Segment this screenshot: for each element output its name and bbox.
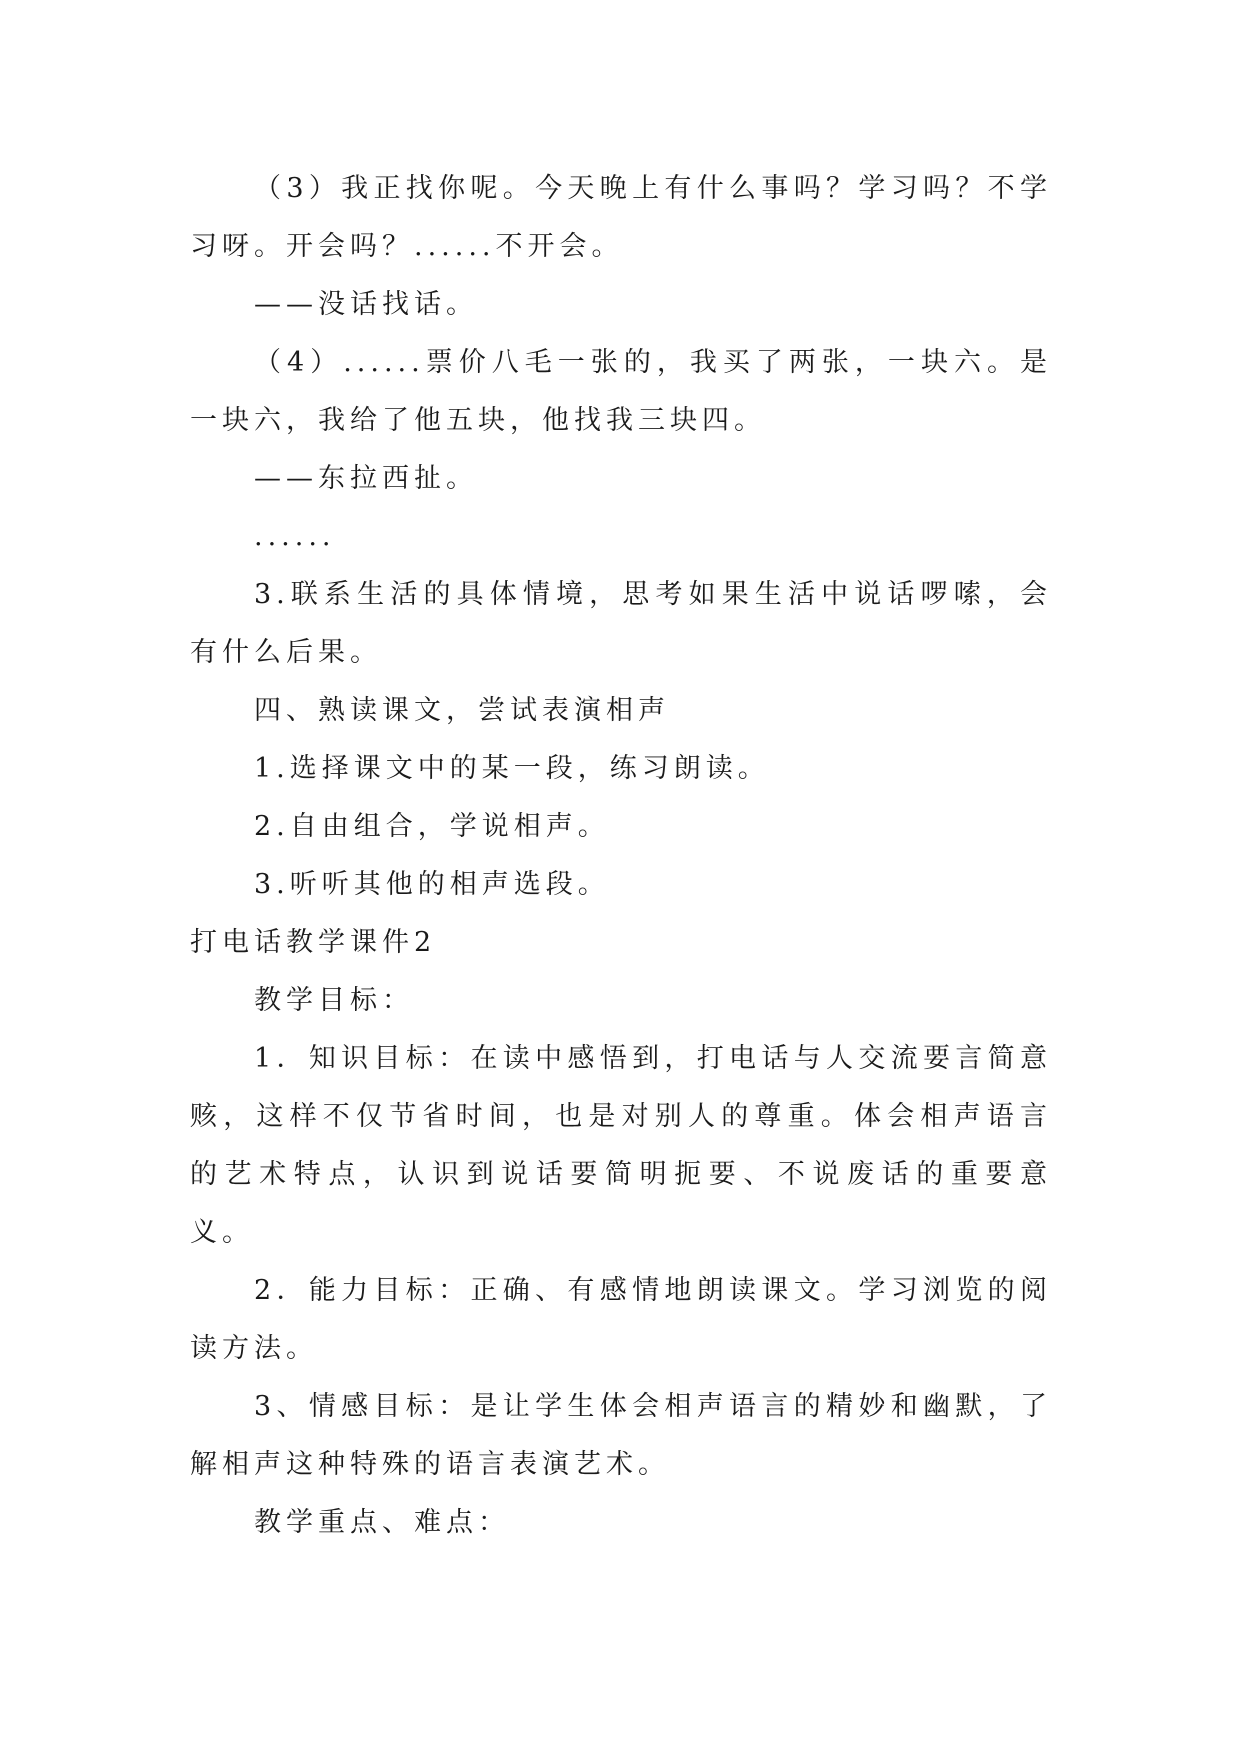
list-item-1: 1.选择课文中的某一段，练习朗读。 bbox=[254, 753, 770, 784]
document-page bbox=[190, 160, 1052, 1552]
dialogue-comment-3: ——没话找话。 bbox=[254, 289, 478, 320]
courseware-title: 打电话教学课件2 bbox=[190, 927, 437, 958]
dialogue-paragraph-3: （3）我正找你呢。今天晚上有什么事吗？学习吗？不学习呀。开会吗？......不开会。 bbox=[190, 173, 1052, 262]
key-points-heading: 教学重点、难点： bbox=[254, 1507, 510, 1538]
step-3-paragraph: 3.联系生活的具体情境，思考如果生活中说话啰嗦，会有什么后果。 bbox=[190, 579, 1052, 668]
teaching-goals-heading: 教学目标： bbox=[254, 985, 414, 1016]
list-item-3: 3.听听其他的相声选段。 bbox=[254, 869, 610, 900]
knowledge-goal-paragraph: 1．知识目标：在读中感悟到，打电话与人交流要言简意赅，这样不仅节省时间，也是对别人的尊重。体会相声语言的艺术特点，认识到说话要简明扼要、不说废话的重要意义。 bbox=[190, 1043, 1052, 1248]
dialogue-paragraph-4: （4）......票价八毛一张的，我买了两张，一块六。是一块六，我给了他五块，他找我三块四。 bbox=[190, 347, 1052, 436]
list-item-2: 2.自由组合，学说相声。 bbox=[254, 811, 610, 842]
section-four-heading: 四、熟读课文，尝试表演相声 bbox=[254, 695, 670, 726]
ellipsis-line: ...... bbox=[254, 521, 336, 552]
dialogue-comment-4: ——东拉西扯。 bbox=[254, 463, 478, 494]
ability-goal-paragraph: 2．能力目标：正确、有感情地朗读课文。学习浏览的阅读方法。 bbox=[190, 1275, 1052, 1364]
emotion-goal-paragraph: 3、情感目标：是让学生体会相声语言的精妙和幽默，了解相声这种特殊的语言表演艺术。 bbox=[190, 1391, 1052, 1480]
